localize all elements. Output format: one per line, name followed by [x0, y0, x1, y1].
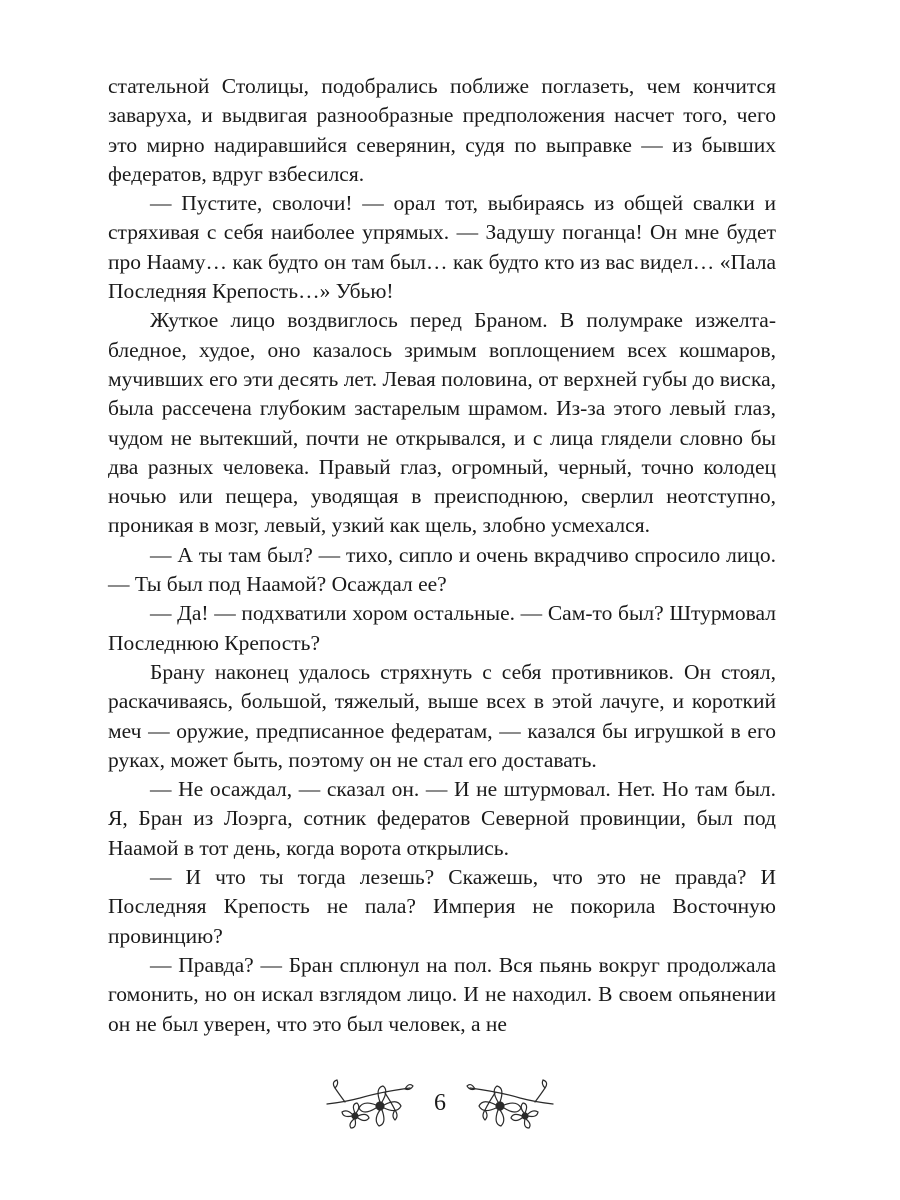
paragraph: — Правда? — Бран сплюнул на пол. Вся пьянь вокруг продолжала гомонить, но он искал взглядом лицо. И не находил. В своем опьянении он не был уверен, что это был человек, а не [108, 952, 776, 1036]
paragraph: — Не осаждал, — сказал он. — И не штурмовал. Нет. Но там был. Я, Бран из Лоэрга, сотник федератов Северной провинции, был под Наамой в тот день, когда ворота открылись. [108, 777, 776, 860]
floral-branch-icon [465, 1074, 555, 1134]
page-number: 6 [434, 1090, 446, 1116]
paragraph: Жуткое лицо воздвиглось перед Браном. В полумраке изжелта-бледное, худое, оно казалось зримым воплощением всех кошмаров, мучивших его эти десять лет. Левая половина, от верхней губы до виска, была рассечена глубоким застарелым шрамом. Из-за этого левый глаз, чудом не вытекший, почти не открывался, и с лица глядели словно бы два разных человека. Правый глаз, огромный, черный, точно колодец ночью или пещера, уводящая в преисподнюю, сверлил неотступно, проникая в мозг, левый, узкий как щель, злобно усмехался. [108, 308, 776, 538]
page-footer [0, 1070, 900, 1150]
paragraph: Брану наконец удалось стряхнуть с себя противников. Он стоял, раскачиваясь, большой, тяжелый, выше всех в этой лачуге, и короткий меч — оружие, предписанное федератам, — казался бы игрушкой в его руках, может быть, поэтому он не стал его доставать. [108, 659, 776, 772]
paragraph: — А ты там был? — тихо, сипло и очень вкрадчиво спросило лицо. — Ты был под Наамой? Осаждал ее? [108, 542, 776, 597]
paragraph: — И что ты тогда лезешь? Скажешь, что это не правда? И Последняя Крепость не пала? Империя не покорила Восточную провинцию? [108, 865, 776, 948]
paragraph: — Да! — подхватили хором остальные. — Сам-то был? Штурмовал Последнюю Крепость? [108, 601, 776, 655]
paragraph: — Пустите, сволочи! — орал тот, выбираясь из общей свалки и стряхивая с себя наиболее упрямых. — Задушу поганца! Он мне будет про Нааму… как будто он там был… как будто кто из вас видел… «Пала Последняя Крепость…» Убью! [108, 191, 776, 304]
paragraph: стательной Столицы, подобрались поближе поглазеть, чем кончится заваруха, и выдвигая разнообразные предположения насчет того, чего это мирно надиравшийся северянин, судя по выправке — из бывших федератов, вдруг взбесился. [108, 74, 776, 186]
body-text [108, 72, 776, 1039]
floral-branch-icon [325, 1074, 415, 1134]
